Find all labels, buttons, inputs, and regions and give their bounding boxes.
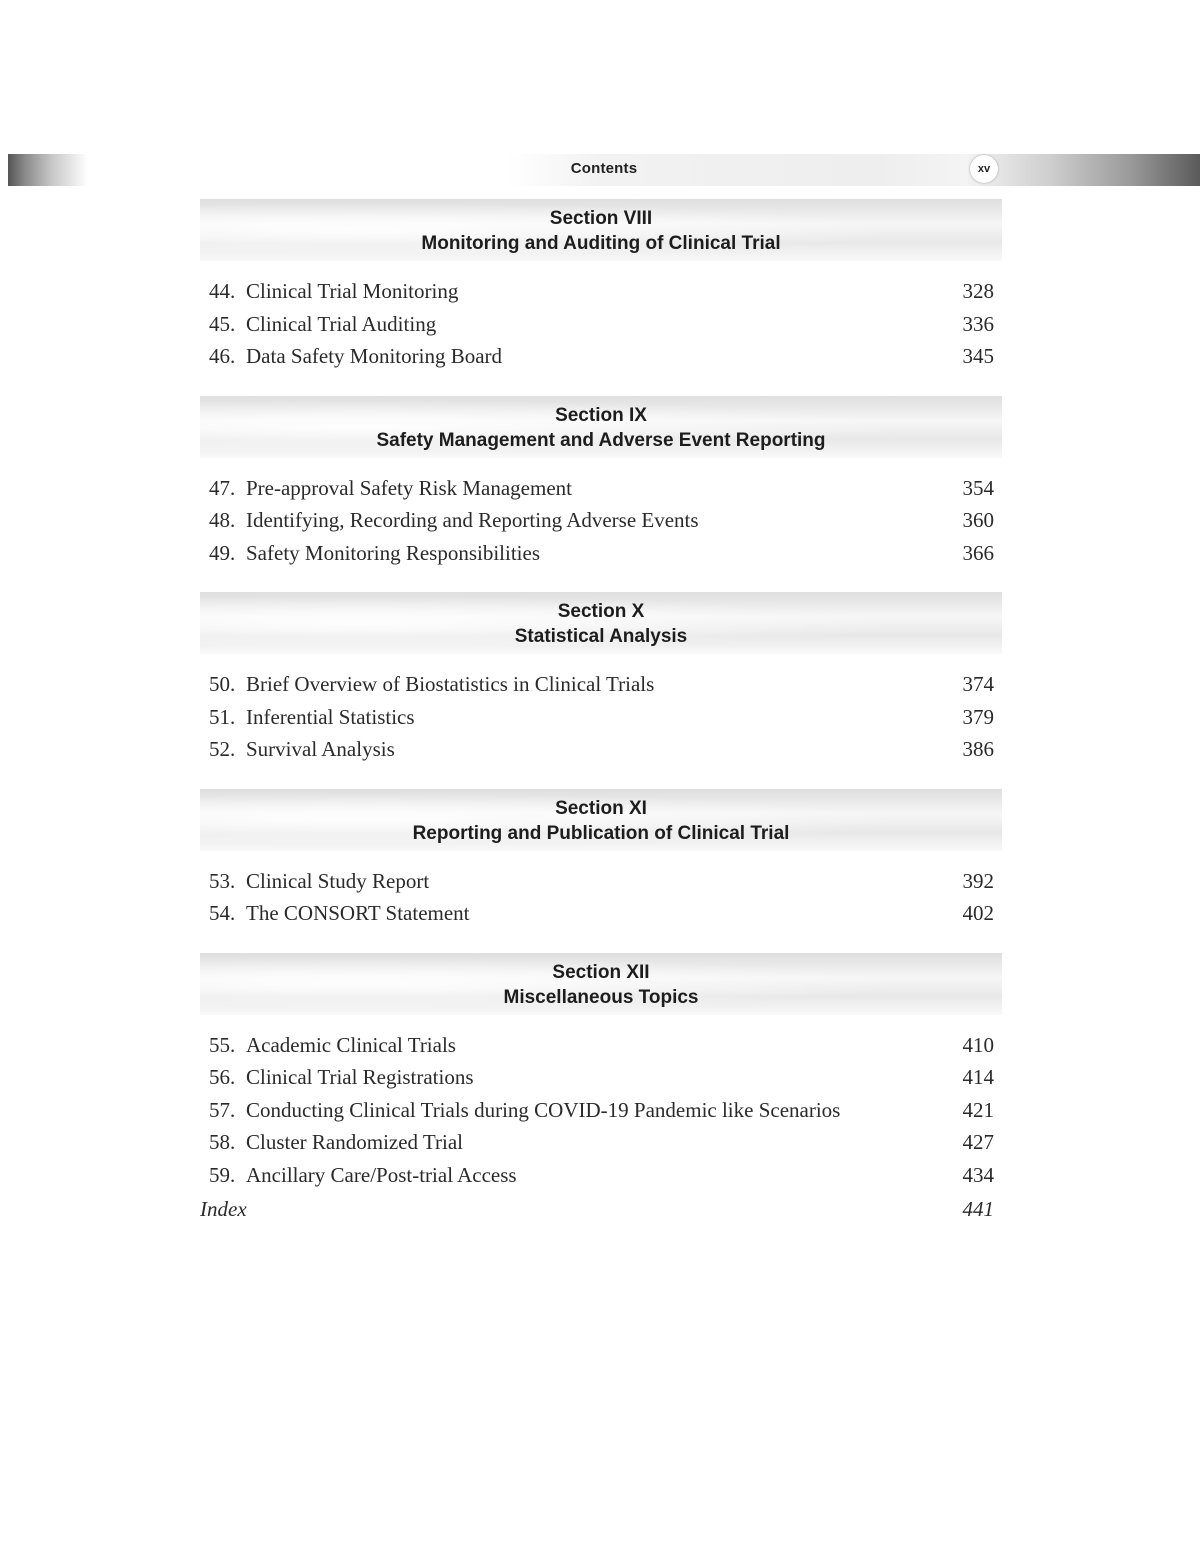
chapter-list — [200, 261, 1002, 373]
chapter-page-number: 360 — [962, 508, 994, 532]
section-banner — [200, 953, 1002, 1015]
chapter-entry[interactable] — [200, 537, 1002, 570]
chapter-number: 59. — [209, 1162, 236, 1187]
toc-section — [200, 953, 1002, 1192]
page-number: xv — [970, 155, 998, 183]
section-label: Section VIII — [549, 208, 653, 229]
chapter-title: Ancillary Care/Post-trial Access — [246, 1162, 517, 1187]
toc-section — [200, 396, 1002, 593]
chapter-page-number: 354 — [962, 475, 994, 500]
toc-section — [200, 789, 1002, 953]
section-title: Monitoring and Auditing of Clinical Trial — [421, 233, 781, 254]
chapter-title: Identifying, Recording and Reporting Adverse Events — [246, 508, 699, 532]
section-label: Section X — [557, 601, 645, 622]
chapter-number: 57. — [209, 1097, 236, 1122]
chapter-title: Pre-approval Safety Risk Management — [246, 475, 572, 500]
section-label: Section XII — [552, 961, 650, 983]
chapter-title: Clinical Study Report — [246, 868, 430, 893]
chapter-page-number: 328 — [962, 279, 994, 303]
section-banner — [200, 592, 1002, 654]
running-header — [8, 154, 1200, 186]
toc-section — [200, 592, 1002, 789]
chapter-page-number: 336 — [962, 311, 994, 336]
chapter-page-number: 374 — [962, 672, 994, 696]
section-title: Safety Management and Adverse Event Reporting — [376, 429, 826, 451]
section-spacer — [200, 373, 1002, 396]
chapter-title: Data Safety Monitoring Board — [246, 344, 503, 368]
chapter-number: 58. — [209, 1130, 236, 1154]
chapter-title: Clinical Trial Auditing — [246, 311, 437, 336]
section-label: Section IX — [555, 404, 647, 426]
chapter-number: 53. — [209, 868, 236, 893]
chapter-number: 49. — [209, 540, 236, 565]
chapter-page-number: 402 — [962, 901, 994, 925]
chapter-entry[interactable] — [200, 472, 1002, 505]
chapter-entry[interactable] — [200, 865, 1002, 898]
chapter-number: 47. — [209, 475, 236, 500]
section-spacer — [200, 569, 1002, 592]
chapter-title: Conducting Clinical Trials during COVID-19 Pandemic like Scenarios — [246, 1097, 841, 1122]
chapter-number: 44. — [209, 279, 236, 303]
chapter-title: Inferential Statistics — [246, 704, 415, 729]
section-label: Section XI — [555, 797, 647, 819]
chapter-entry[interactable] — [200, 308, 1002, 341]
chapter-title: Survival Analysis — [246, 737, 395, 761]
chapter-page-number: 386 — [962, 737, 994, 761]
toc-section — [200, 199, 1002, 396]
section-title: Statistical Analysis — [514, 626, 688, 647]
chapter-title: Clinical Trial Monitoring — [246, 279, 459, 303]
section-title: Reporting and Publication of Clinical Trial — [412, 822, 790, 844]
chapter-number: 46. — [209, 344, 236, 368]
chapter-title: The CONSORT Statement — [246, 901, 470, 925]
chapter-title: Safety Monitoring Responsibilities — [246, 540, 540, 565]
chapter-entry[interactable] — [200, 504, 1002, 537]
chapter-page-number: 410 — [962, 1032, 994, 1057]
chapter-page-number: 345 — [962, 344, 994, 368]
chapter-list — [200, 458, 1002, 570]
chapter-page-number: 427 — [962, 1130, 994, 1154]
chapter-page-number: 414 — [962, 1065, 994, 1089]
chapter-number: 51. — [209, 704, 236, 729]
chapter-entry[interactable] — [200, 1094, 1002, 1127]
index-page: 441 — [962, 1197, 994, 1221]
chapter-number: 56. — [209, 1065, 236, 1089]
table-of-contents — [200, 199, 1002, 1191]
chapter-page-number: 392 — [962, 868, 994, 893]
chapter-number: 45. — [209, 311, 236, 336]
section-title: Miscellaneous Topics — [503, 986, 699, 1008]
chapter-entry[interactable] — [200, 668, 1002, 701]
chapter-page-number: 434 — [962, 1162, 994, 1187]
chapter-entry[interactable] — [200, 1029, 1002, 1062]
running-title: Contents — [570, 160, 638, 177]
chapter-entry[interactable] — [200, 275, 1002, 308]
chapter-entry[interactable] — [200, 701, 1002, 734]
chapter-page-number: 379 — [962, 704, 994, 729]
chapter-title: Academic Clinical Trials — [246, 1032, 456, 1057]
section-spacer — [200, 766, 1002, 789]
section-banner — [200, 199, 1002, 261]
chapter-title: Brief Overview of Biostatistics in Clinical Trials — [246, 672, 655, 696]
chapter-entry[interactable] — [200, 733, 1002, 766]
chapter-list — [200, 851, 1002, 930]
chapter-number: 54. — [209, 901, 236, 925]
chapter-number: 52. — [209, 737, 236, 761]
chapter-page-number: 421 — [962, 1097, 994, 1122]
chapter-entry[interactable] — [200, 1126, 1002, 1159]
chapter-number: 55. — [209, 1032, 236, 1057]
chapter-number: 50. — [209, 672, 236, 696]
chapter-entry[interactable] — [200, 1061, 1002, 1094]
chapter-list — [200, 1015, 1002, 1192]
chapter-entry[interactable] — [200, 897, 1002, 930]
chapter-list — [200, 654, 1002, 766]
section-banner — [200, 396, 1002, 458]
index-entry[interactable] — [200, 1193, 1002, 1225]
chapter-number: 48. — [209, 508, 236, 532]
index-label: Index — [200, 1197, 247, 1221]
section-banner — [200, 789, 1002, 851]
chapter-entry[interactable] — [200, 340, 1002, 373]
chapter-page-number: 366 — [962, 540, 994, 565]
section-spacer — [200, 930, 1002, 953]
chapter-title: Cluster Randomized Trial — [246, 1130, 463, 1154]
chapter-entry[interactable] — [200, 1159, 1002, 1192]
chapter-title: Clinical Trial Registrations — [246, 1065, 474, 1089]
